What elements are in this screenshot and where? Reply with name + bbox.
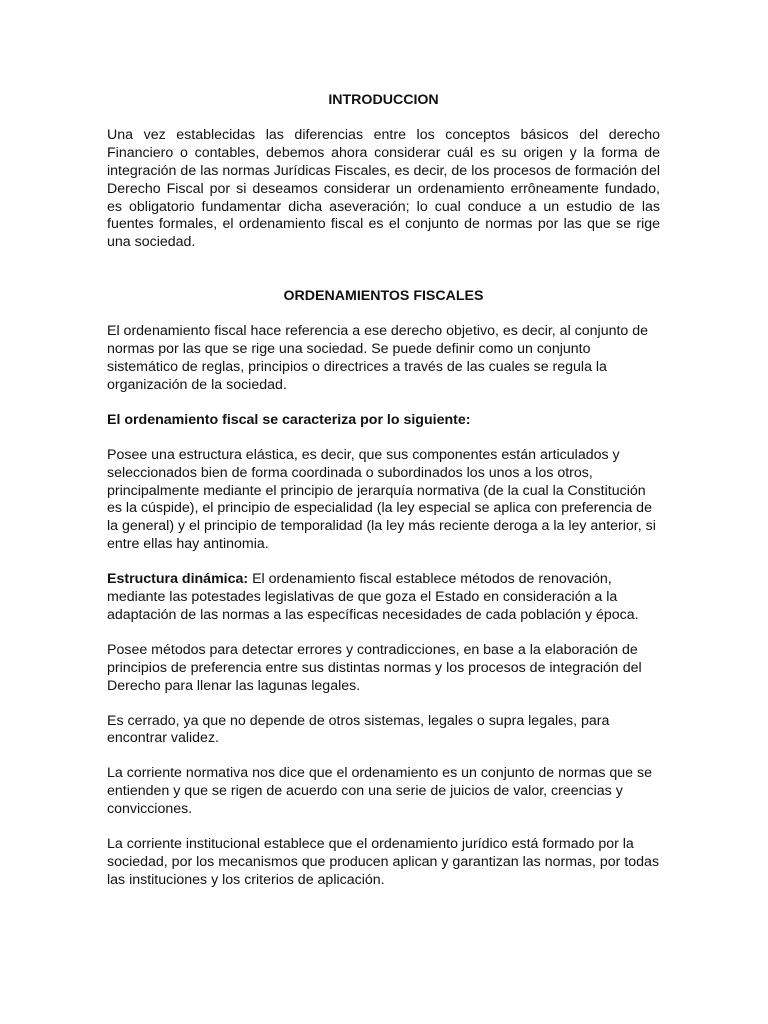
closed-system-paragraph: Es cerrado, ya que no depende de otros sistemas, legales o supra legales, para encontrar validez. xyxy=(107,712,610,747)
dynamic-structure-text: El ordenamiento fiscal establece métodos de renovación, mediante las potestades legislativas de que goza el Estado en consideración a la adaptación de las normas a las específicas necesidades de cada población y época. xyxy=(107,571,639,623)
ordenamientos-title: ORDENAMIENTOS FISCALES xyxy=(283,288,484,305)
normative-current-paragraph: La corriente normativa nos dice que el ordenamiento es un conjunto de normas que se entienden y que se rigen de acuerdo con una serie de juicios de valor, creencias y convicciones. xyxy=(107,765,652,818)
intro-paragraph: Una vez establecidas las diferencias entre los conceptos básicos del derecho Financiero o contables, debemos ahora considerar cuál es su origen y la forma de integración de las normas Jurídicas Fiscales, es decir, de los procesos de formación del Derecho Fiscal por si deseamos considerar un ordenamiento errôneamente fundado, es obligatorio fundamentar dicha aseveración; lo cual conduce a un estudio de las fuentes formales, el ordenamiento fiscal es el conjunto de normas por las que se rige una sociedad. xyxy=(107,126,660,251)
ordenamientos-paragraph-1: El ordenamiento fiscal hace referencia a ese derecho objetivo, es decir, al conjunto de normas por las que se rige una sociedad. Se puede definir como un conjunto sistemático de reglas, principios o directrices a través de las cuales se regula la organización de la sociedad. xyxy=(107,323,649,393)
error-detection-paragraph: Posee métodos para detectar errores y contradicciones, en base a la elaboración de principios de preferencia entre sus distintas normas y los procesos de integración del Derecho para llenar las lagunas legales. xyxy=(107,641,642,694)
dynamic-structure-lead: Estructura dinámica: xyxy=(107,571,249,588)
document-page xyxy=(107,92,660,907)
intro-title: INTRODUCCION xyxy=(328,92,439,108)
dynamic-structure-paragraph xyxy=(107,571,660,625)
elastic-structure-paragraph: Posee una estructura elástica, es decir, que sus componentes están articulados y seleccionados bien de forma coordinada o subordinados los unos a los otros, principalmente mediante el principio de jerarquía normativa (de la cual la Constitución es la cúspide), el principio de especialidad (la ley especial se aplica con preferencia de la general) y el principio de temporalidad (la ley más reciente deroga a la ley anterior, si entre ellas hay antinomia. xyxy=(107,446,656,553)
institutional-current-paragraph: La corriente institucional establece que el ordenamiento jurídico está formado por la sociedad, por los mecanismos que producen aplican y garantizan las normas, por todas las instituciones y los criterios de aplicación. xyxy=(107,836,660,888)
characterizes-heading: El ordenamiento fiscal se caracteriza por lo siguiente: xyxy=(107,411,471,428)
